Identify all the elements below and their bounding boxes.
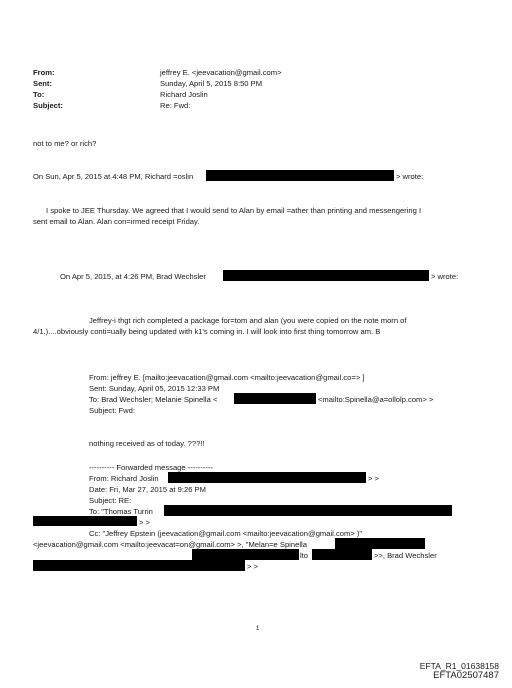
- redaction-bar: [168, 472, 366, 483]
- fwd2-divider: ---------- Forwarded message ----------: [89, 463, 214, 472]
- fwd-subject: Subject: Fwd:: [89, 406, 136, 415]
- redaction-bar: [234, 393, 316, 404]
- fwd-to-post: <mailto:Spinella@a=ollolp.com> >: [318, 395, 434, 404]
- redaction-bar: [206, 170, 394, 181]
- fwd2-cc-line3-post: >>, Brad Wechsler: [374, 551, 437, 560]
- redaction-bar: [192, 549, 299, 560]
- to-label: To:: [33, 90, 45, 99]
- document-id: EFTA_R1_01638158: [419, 661, 499, 671]
- sent-label: Sent:: [33, 79, 52, 88]
- fwd-sent: Sent: Sunday, April 05, 2015 12:33 PM: [89, 384, 220, 393]
- sent-value: Sunday, April 5, 2015 8:50 PM: [160, 79, 263, 88]
- subject-label: Subject:: [33, 101, 63, 110]
- fwd2-date: Date: Fri, Mar 27, 2015 at 9:26 PM: [89, 485, 206, 494]
- quote2-header-pre: On Apr 5, 2015, at 4:26 PM, Brad Wechsler: [60, 272, 206, 281]
- page-number: 1: [256, 626, 260, 632]
- fwd2-cc-line1: Cc: "Jeffrey Epstein (jeevacation@gmail.com <mailto:jeevacation@gmail.com> )": [89, 529, 363, 538]
- fwd2-cc-line4-post: > >: [247, 562, 258, 571]
- fwd2-cc-line2: <jeevacation@gmail.com <mailto:jeevacat=on@gmail.com> >, "Melan=e Spinella: [33, 540, 307, 549]
- body-line1: not to me? or rich?: [33, 139, 97, 148]
- from-value: jeffrey E. <jeevacation@gmail.com>: [160, 68, 282, 77]
- redaction-bar: [33, 516, 137, 526]
- subject-value: Re: Fwd:: [160, 101, 191, 110]
- redaction-bar: [312, 549, 372, 560]
- to-value: Richard Joslin: [160, 90, 208, 99]
- quote2-text-line2: 4/1.)....obviously conti=ually being updated with k1's coming in. I will look into first thing tomorrow am. B: [33, 327, 381, 336]
- fwd-to-pre: To: Brad Wechsler; Melanie Spinella <: [89, 395, 218, 404]
- redaction-bar: [164, 505, 452, 516]
- redaction-bar: [335, 538, 425, 549]
- fwd2-from-pre: From: Richard Joslin: [89, 474, 159, 483]
- redaction-bar: [33, 560, 245, 571]
- quote1-text-line1: I spoke to JEE Thursday. We agreed that I would send to Alan by email =ather than printing and messengering I: [46, 206, 422, 215]
- redaction-bar: [223, 270, 429, 281]
- fwd2-to-cont: > >: [139, 518, 150, 527]
- quote1-header-pre: On Sun, Apr 5, 2015 at 4:48 PM, Richard =oslin: [33, 172, 194, 181]
- fwd-body: nothing received as of today. ???!!: [89, 439, 205, 448]
- fwd2-cc-line3-mid: lto: [300, 551, 309, 560]
- fwd2-from-post: > >: [368, 474, 379, 483]
- fwd2-to-pre: To: "Thomas Turrin: [89, 507, 153, 516]
- quote1-header-post: > wrote:: [396, 172, 424, 181]
- quote2-header-post: > wrote:: [431, 272, 459, 281]
- quote2-text-line1: Jeffrey-i thgt rich completed a package for=tom and alan (you were copied on the note morn of: [89, 316, 407, 325]
- document-id-secondary: EFTA02507487: [433, 670, 499, 681]
- quote1-text-line2: sent email to Alan. Alan con=irmed receipt Friday.: [33, 217, 200, 226]
- fwd-from: From: jeffrey E. [mailto:jeevacation@gmail.com <mailto:jeevacation@gmail.co=> ]: [89, 373, 365, 382]
- from-label: From:: [33, 68, 55, 77]
- fwd2-subject: Subject: RE:: [89, 496, 132, 505]
